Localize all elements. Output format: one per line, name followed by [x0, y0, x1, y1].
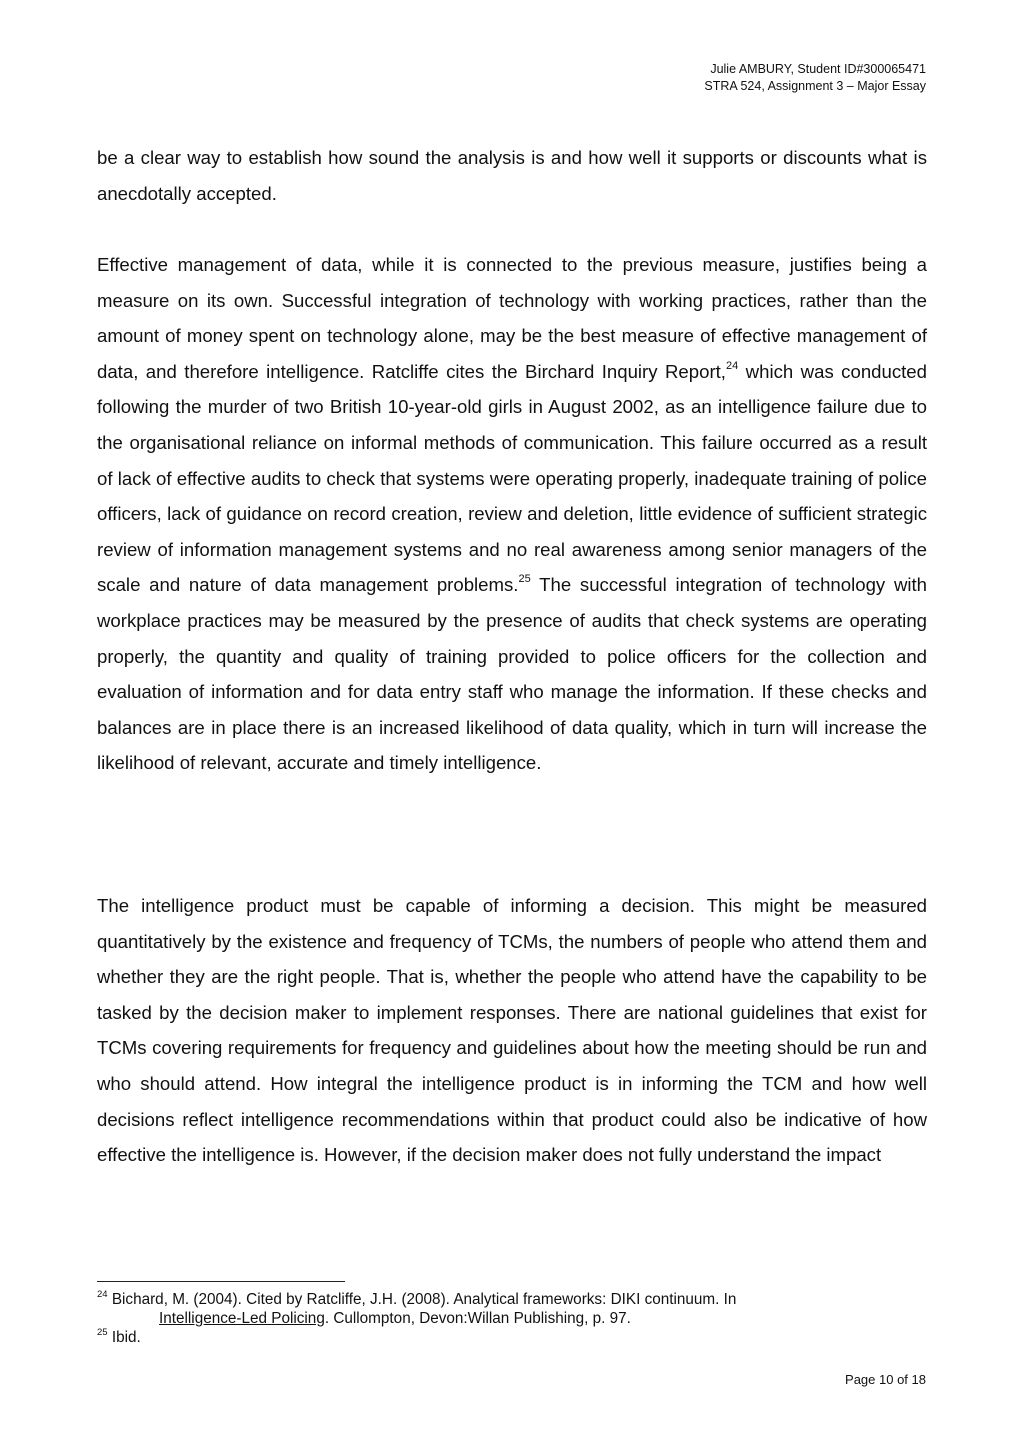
- footnote-ref-24[interactable]: 24: [725, 359, 739, 372]
- footnote-24: [97, 1290, 927, 1309]
- footnote-book-title: Intelligence-Led Policing: [159, 1310, 325, 1327]
- footnote-text: Ibid.: [107, 1329, 141, 1346]
- paragraph-segment: which was conducted following the murder of two British 10-year-old girls in August 2002, as an intelligence failure due to the organisational reliance on informal methods of communication. This failure occurred as a result of lack of effective audits to check that systems were operating properly, inadequate training of police officers, lack of guidance on record creation, review and deletion, little evidence of sufficient strategic review of information management systems and no real awareness among senior managers of the scale and nature of data management problems.: [97, 360, 927, 596]
- footnote-number: 24: [97, 1288, 108, 1300]
- header-course-line: STRA 524, Assignment 3 – Major Essay: [704, 79, 926, 93]
- footnotes: [97, 1290, 927, 1347]
- paragraph-text: [97, 247, 927, 781]
- paragraph-text: The intelligence product must be capable of informing a decision. This might be measured quantitatively by the existence and frequency of TCMs, the numbers of people who attend them and whether they are the right people. That is, whether the people who attend have the capability to be tasked by the decision maker to implement responses. There are national guidelines that exist for TCMs covering requirements for frequency and guidelines about how the meeting should be run and who should attend. How integral the intelligence product is in informing the TCM and how well decisions reflect intelligence recommendations within that product could also be indicative of how effective the intelligence is. However, if the decision maker does not fully understand the impact: [97, 895, 927, 1166]
- paragraph-segment: The successful integration of technology with workplace practices may be measured by the presence of audits that check systems are operating properly, the quantity and quality of training provided to police officers for the collection and evaluation of information and for data entry staff who manage the information. If these checks and balances are in place there is an increased likelihood of data quality, which in turn will increase the likelihood of relevant, accurate and timely intelligence.: [97, 574, 928, 774]
- footnote-number: 25: [97, 1326, 108, 1338]
- page-number: Page 10 of 18: [845, 1372, 926, 1387]
- footnote-25: [97, 1328, 927, 1347]
- header-author-line: Julie AMBURY, Student ID#300065471: [710, 62, 926, 76]
- page-header: [704, 61, 926, 95]
- footnote-ref-25[interactable]: 25: [518, 573, 531, 586]
- body-paragraph-1: [97, 140, 927, 211]
- body-paragraph-3: [97, 888, 927, 1173]
- paragraph-text: be a clear way to establish how sound the analysis is and how well it supports or discounts what is anecdotally accepted.: [97, 147, 927, 204]
- paragraph-segment: Effective management of data, while it is connected to the previous measure, justifies being a measure on its own. Successful integration of technology with working practices, rather than the amount of money spent on technology alone, may be the best measure of effective management of data, and therefore intelligence. Ratcliffe cites the Birchard Inquiry Report,: [97, 254, 927, 382]
- footnote-24-continuation: [97, 1309, 927, 1328]
- body-paragraph-2: [97, 247, 927, 781]
- footnote-text: . Cullompton, Devon:Willan Publishing, p. 97.: [324, 1310, 631, 1327]
- footnote-separator: [97, 1281, 345, 1282]
- footnote-text: Bichard, M. (2004). Cited by Ratcliffe, J.H. (2008). Analytical frameworks: DIKI continuum. In: [107, 1291, 737, 1308]
